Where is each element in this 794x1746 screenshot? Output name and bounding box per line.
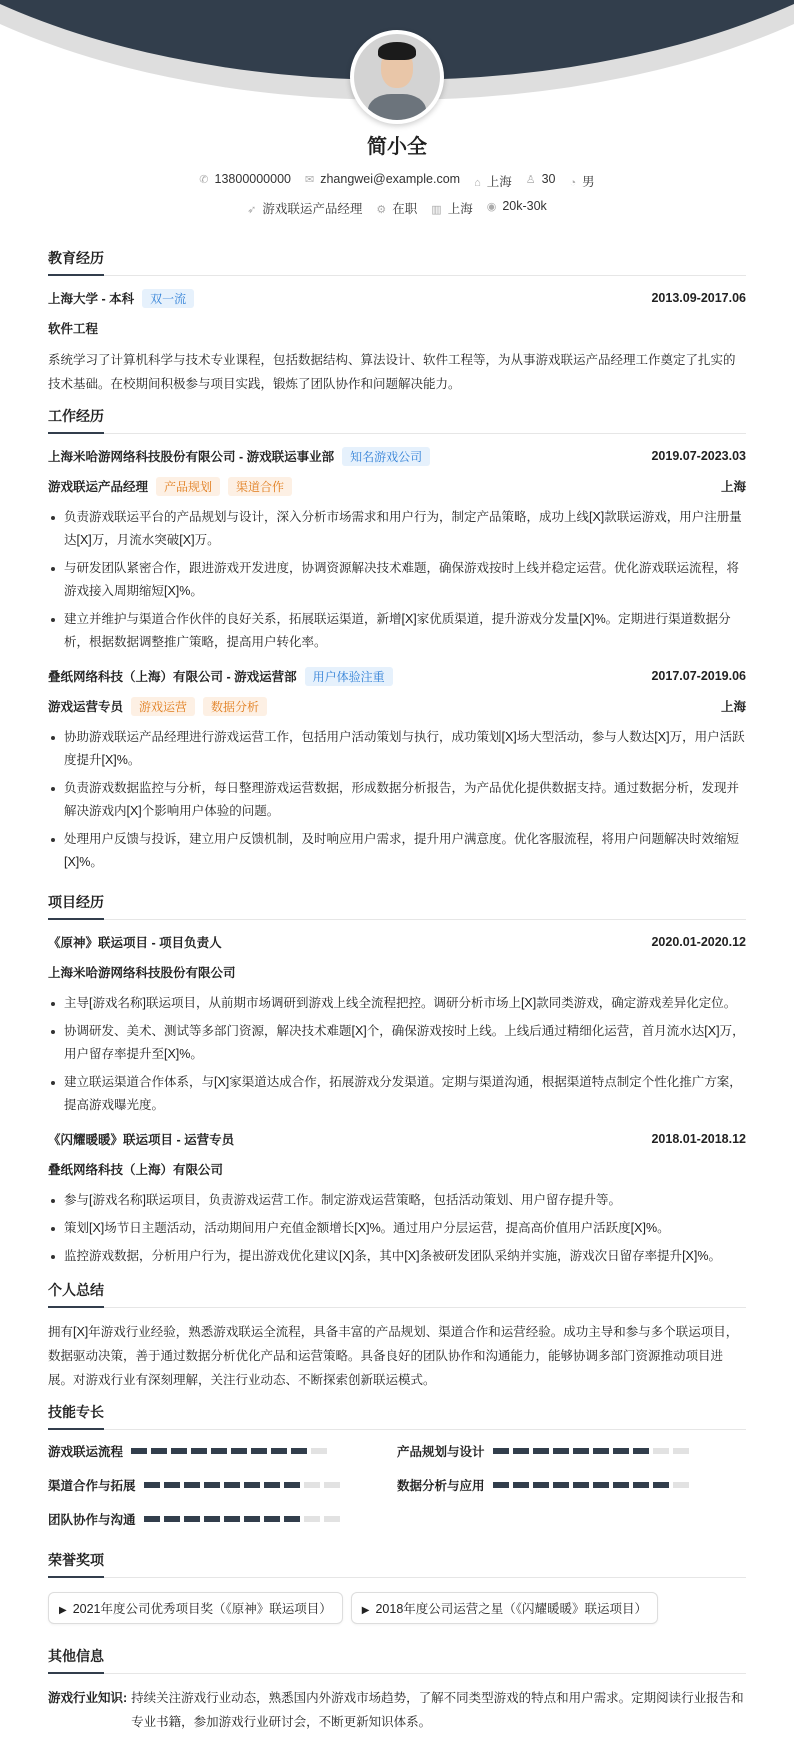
salary-icon: ◉ bbox=[486, 201, 497, 213]
city: 上海 bbox=[720, 480, 746, 494]
level-segment bbox=[284, 1516, 300, 1522]
level-segment bbox=[493, 1448, 509, 1454]
skill-item bbox=[48, 1510, 397, 1528]
skill-level-bar bbox=[144, 1482, 340, 1488]
date: 2013.09-2017.06 bbox=[651, 291, 746, 305]
level-segment bbox=[164, 1516, 180, 1522]
level-segment bbox=[311, 1448, 327, 1454]
level-segment bbox=[593, 1482, 609, 1488]
project-item bbox=[48, 1129, 746, 1268]
section-title: 项目经历 bbox=[48, 892, 104, 920]
section-title: 技能专长 bbox=[48, 1402, 104, 1430]
age-icon: ♙ bbox=[525, 174, 536, 186]
level-segment bbox=[224, 1516, 240, 1522]
project-item bbox=[48, 932, 746, 1117]
skill-level-bar bbox=[493, 1482, 689, 1488]
bullet-list bbox=[48, 506, 746, 654]
info-item: ▥ 上海 bbox=[431, 202, 473, 216]
project-section bbox=[48, 892, 746, 1268]
level-segment bbox=[304, 1516, 320, 1522]
bullet-item: 负责游戏数据监控与分析，每日整理游戏运营数据，形成数据分析报告，为产品优化提供数据支持。通过数据分析，发现并解决游戏内[X]个影响用户体验的问题。 bbox=[48, 777, 746, 823]
level-segment bbox=[224, 1482, 240, 1488]
role: 游戏运营专员 bbox=[48, 699, 124, 714]
award-item[interactable]: ▶ 2021年度公司优秀项目奖（《原神》联运项目） bbox=[48, 1592, 343, 1624]
education-desc: 系统学习了计算机科学与技术专业课程，包括数据结构、算法设计、软件工程等，为从事游戏联运产品经理工作奠定了扎实的技术基础。在校期间积极参与项目实践，锻炼了团队协作和问题解决能力。 bbox=[48, 353, 736, 391]
summary-section bbox=[48, 1280, 746, 1392]
info-item: ◔ 男 bbox=[569, 175, 595, 189]
level-segment bbox=[553, 1482, 569, 1488]
role: 游戏联运产品经理 bbox=[48, 479, 149, 494]
work-item bbox=[48, 446, 746, 654]
level-segment bbox=[653, 1448, 669, 1454]
mail-icon: ✉ bbox=[305, 174, 315, 186]
level-segment bbox=[613, 1448, 629, 1454]
level-segment bbox=[533, 1482, 549, 1488]
skill-name: 团队协作与沟通 bbox=[48, 1513, 136, 1527]
other-text: 持续关注游戏行业动态，熟悉国内外游戏市场趋势，了解不同类型游戏的特点和用户需求。定期阅读行业报告和专业书籍，参加游戏行业研讨会，不断更新知识体系。 bbox=[131, 1691, 744, 1729]
info-item: ⌂ 上海 bbox=[474, 175, 512, 189]
level-segment bbox=[573, 1482, 589, 1488]
level-segment bbox=[633, 1448, 649, 1454]
skill-name: 渠道合作与拓展 bbox=[48, 1479, 136, 1493]
level-segment bbox=[204, 1516, 220, 1522]
level-segment bbox=[291, 1448, 307, 1454]
level-segment bbox=[264, 1516, 280, 1522]
level-segment bbox=[513, 1482, 529, 1488]
candidate-name: 简小全 bbox=[367, 136, 427, 158]
section-title: 个人总结 bbox=[48, 1280, 104, 1308]
skill-name: 产品规划与设计 bbox=[397, 1445, 485, 1459]
info-item: ➶ 游戏联运产品经理 bbox=[247, 202, 363, 216]
gender-icon: ◔ bbox=[569, 177, 577, 189]
section-title: 其他信息 bbox=[48, 1646, 104, 1674]
skill-item bbox=[48, 1442, 397, 1460]
awards-section bbox=[48, 1550, 746, 1624]
level-segment bbox=[244, 1516, 260, 1522]
skill-item bbox=[48, 1476, 397, 1494]
role-tag: 游戏运营 bbox=[131, 697, 195, 716]
triangle-right-icon: ▶ bbox=[361, 1605, 370, 1616]
project-name: 《闪耀暖暖》联运项目 - 运营专员 bbox=[48, 1133, 235, 1147]
level-segment bbox=[573, 1448, 589, 1454]
info-item: ♙ 30 bbox=[525, 172, 556, 186]
building-icon: ▥ bbox=[431, 204, 442, 216]
level-segment bbox=[324, 1516, 340, 1522]
level-segment bbox=[171, 1448, 187, 1454]
level-segment bbox=[324, 1482, 340, 1488]
job-intent-row bbox=[0, 199, 794, 217]
other-section bbox=[48, 1646, 746, 1734]
work-section bbox=[48, 406, 746, 874]
info-item: ✆ 13800000000 bbox=[199, 172, 291, 186]
bullet-list bbox=[48, 992, 746, 1117]
date: 2019.07-2023.03 bbox=[651, 449, 746, 463]
company-tag: 知名游戏公司 bbox=[342, 447, 430, 466]
skill-level-bar bbox=[144, 1516, 340, 1522]
level-segment bbox=[144, 1482, 160, 1488]
level-segment bbox=[211, 1448, 227, 1454]
education-section bbox=[48, 248, 746, 396]
company: 上海米哈游网络科技股份有限公司 - 游戏联运事业部 bbox=[48, 449, 335, 464]
level-segment bbox=[613, 1482, 629, 1488]
section-title: 工作经历 bbox=[48, 406, 104, 434]
level-segment bbox=[251, 1448, 267, 1454]
skill-level-bar bbox=[493, 1448, 689, 1454]
level-segment bbox=[151, 1448, 167, 1454]
project-name: 《原神》联运项目 - 项目负责人 bbox=[48, 936, 222, 950]
bullet-item: 处理用户反馈与投诉，建立用户反馈机制，及时响应用户需求，提升用户满意度。优化客服流程，将用户问题解决时效缩短[X]%。 bbox=[48, 828, 746, 874]
level-segment bbox=[304, 1482, 320, 1488]
contact-row bbox=[0, 172, 794, 190]
role-tag: 渠道合作 bbox=[228, 477, 292, 496]
level-segment bbox=[184, 1516, 200, 1522]
level-segment bbox=[204, 1482, 220, 1488]
level-segment bbox=[493, 1482, 509, 1488]
level-segment bbox=[553, 1448, 569, 1454]
bullet-item: 主导[游戏名称]联运项目，从前期市场调研到游戏上线全流程把控。调研分析市场上[X]款同类游戏，确定游戏差异化定位。 bbox=[48, 992, 746, 1015]
city: 上海 bbox=[720, 700, 746, 714]
status-icon: ⚙ bbox=[376, 204, 387, 216]
role-tag: 数据分析 bbox=[203, 697, 267, 716]
bullet-item: 协调研发、美术、测试等多部门资源，解决技术难题[X]个，确保游戏按时上线。上线后通过精细化运营，首月流水达[X]万，用户留存率提升至[X]%。 bbox=[48, 1020, 746, 1066]
level-segment bbox=[673, 1448, 689, 1454]
company: 叠纸网络科技（上海）有限公司 - 游戏运营部 bbox=[48, 669, 297, 684]
summary-text: 拥有[X]年游戏行业经验，熟悉游戏联运全流程，具备丰富的产品规划、渠道合作和运营经验。成功主导和参与多个联运项目，数据驱动决策，善于通过数据分析优化产品和运营策略。具备良好的团队协作和沟通能力，能够协调多部门资源推动项目进展。对游戏行业有深刻理解，关注行业动态、不断探索创新联运模式。 bbox=[48, 1325, 739, 1387]
level-segment bbox=[131, 1448, 147, 1454]
info-item: ◉ 20k-30k bbox=[486, 199, 547, 213]
bullet-item: 策划[X]场节日主题活动，活动期间用户充值金额增长[X]%。通过用户分层运营，提高高价值用户活跃度[X]%。 bbox=[48, 1217, 746, 1240]
level-segment bbox=[164, 1482, 180, 1488]
skill-item bbox=[397, 1476, 746, 1494]
level-segment bbox=[191, 1448, 207, 1454]
skills-section bbox=[48, 1402, 746, 1528]
school: 上海大学 - 本科 bbox=[48, 291, 135, 306]
skill-level-bar bbox=[131, 1448, 327, 1454]
major: 软件工程 bbox=[48, 322, 99, 336]
level-segment bbox=[633, 1482, 649, 1488]
home-icon: ⌂ bbox=[474, 177, 481, 189]
level-segment bbox=[284, 1482, 300, 1488]
level-segment bbox=[231, 1448, 247, 1454]
role-tag: 产品规划 bbox=[156, 477, 220, 496]
project-company: 上海米哈游网络科技股份有限公司 bbox=[48, 966, 236, 980]
school-tag: 双一流 bbox=[142, 289, 194, 308]
level-segment bbox=[244, 1482, 260, 1488]
triangle-right-icon: ▶ bbox=[59, 1605, 67, 1616]
section-title: 荣誉奖项 bbox=[48, 1550, 104, 1578]
bullet-item: 建立联运渠道合作体系，与[X]家渠道达成合作，拓展游戏分发渠道。定期与渠道沟通，根据渠道特点制定个性化推广方案，提高游戏曝光度。 bbox=[48, 1071, 746, 1117]
level-segment bbox=[271, 1448, 287, 1454]
info-item: ⚙ 在职 bbox=[376, 202, 418, 216]
send-icon: ➶ bbox=[247, 204, 257, 216]
level-segment bbox=[184, 1482, 200, 1488]
level-segment bbox=[673, 1482, 689, 1488]
bullet-list bbox=[48, 726, 746, 874]
level-segment bbox=[653, 1482, 669, 1488]
project-company: 叠纸网络科技（上海）有限公司 bbox=[48, 1163, 224, 1177]
level-segment bbox=[144, 1516, 160, 1522]
other-label: 游戏行业知识: bbox=[48, 1691, 128, 1705]
bullet-list bbox=[48, 1189, 746, 1268]
skill-name: 数据分析与应用 bbox=[397, 1479, 485, 1493]
phone-icon: ✆ bbox=[199, 174, 209, 186]
award-item[interactable]: ▶ 2018年度公司运营之星（《闪耀暖暖》联运项目） bbox=[351, 1592, 658, 1624]
level-segment bbox=[593, 1448, 609, 1454]
bullet-item: 负责游戏联运平台的产品规划与设计，深入分析市场需求和用户行为，制定产品策略，成功上线[X]款联运游戏，用户注册量达[X]万，月流水突破[X]万。 bbox=[48, 506, 746, 552]
bullet-item: 参与[游戏名称]联运项目，负责游戏运营工作。制定游戏运营策略，包括活动策划、用户留存提升等。 bbox=[48, 1189, 746, 1212]
bullet-item: 建立并维护与渠道合作伙伴的良好关系，拓展联运渠道，新增[X]家优质渠道，提升游戏分发量[X]%。定期进行渠道数据分析，根据数据调整推广策略，提高用户转化率。 bbox=[48, 608, 746, 654]
date: 2017.07-2019.06 bbox=[651, 669, 746, 683]
resume-body bbox=[48, 248, 746, 1744]
work-item bbox=[48, 666, 746, 874]
avatar bbox=[350, 30, 444, 124]
info-item: ✉ zhangwei@example.com bbox=[305, 172, 461, 186]
section-title: 教育经历 bbox=[48, 248, 104, 276]
skill-item bbox=[397, 1442, 746, 1460]
company-tag: 用户体验注重 bbox=[305, 667, 393, 686]
level-segment bbox=[513, 1448, 529, 1454]
bullet-item: 与研发团队紧密合作，跟进游戏开发进度，协调资源解决技术难题，确保游戏按时上线并稳定运营。优化游戏联运流程，将游戏接入周期缩短[X]%。 bbox=[48, 557, 746, 603]
date: 2018.01-2018.12 bbox=[651, 1132, 746, 1146]
bullet-item: 协助游戏联运产品经理进行游戏运营工作，包括用户活动策划与执行，成功策划[X]场大型活动，参与人数达[X]万，用户活跃度提升[X]%。 bbox=[48, 726, 746, 772]
level-segment bbox=[264, 1482, 280, 1488]
level-segment bbox=[533, 1448, 549, 1454]
bullet-item: 监控游戏数据，分析用户行为，提出游戏优化建议[X]条，其中[X]条被研发团队采纳并实施，游戏次日留存率提升[X]%。 bbox=[48, 1245, 746, 1268]
skill-name: 游戏联运流程 bbox=[48, 1445, 124, 1459]
date: 2020.01-2020.12 bbox=[651, 935, 746, 949]
